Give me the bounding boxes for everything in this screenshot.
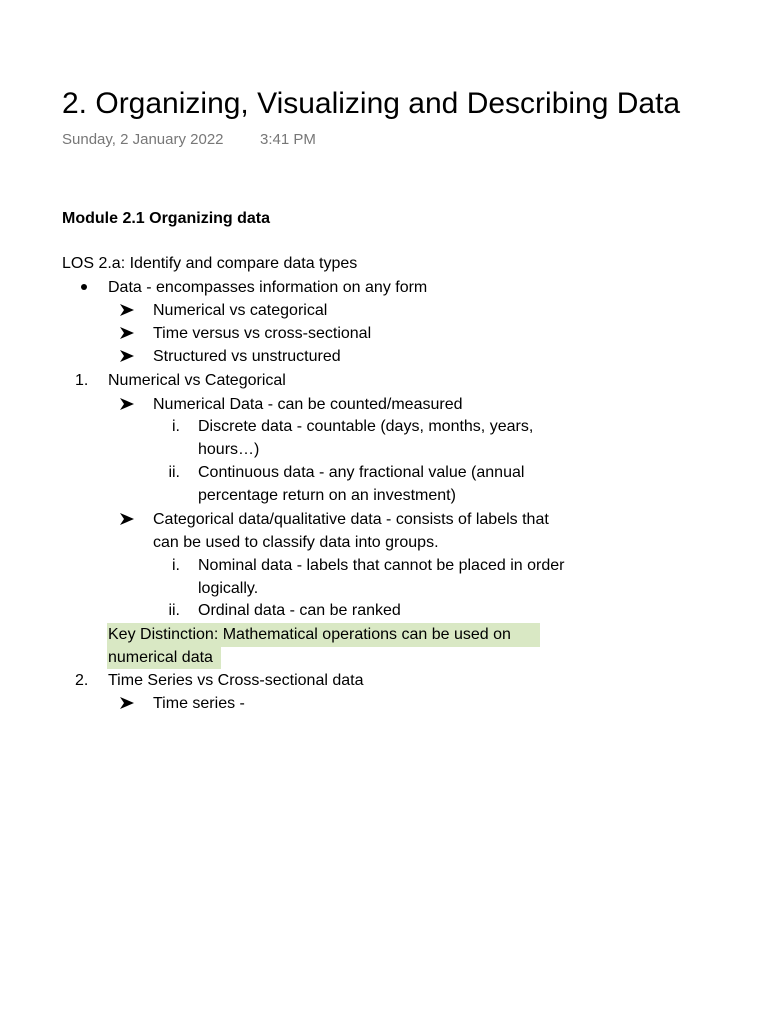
arrow-bullet-icon — [120, 513, 134, 525]
page-time: 3:41 PM — [260, 131, 316, 148]
categorical-data-text[interactable]: Categorical data/qualitative data - consists of labels that — [153, 511, 549, 528]
list-item-continued[interactable]: percentage return on an investment) — [198, 487, 456, 504]
roman-marker: ii. — [168, 464, 180, 481]
arrow-bullet-icon — [120, 327, 134, 339]
list-item[interactable]: Continuous data - any fractional value (annual — [198, 464, 525, 481]
section-1-title[interactable]: Numerical vs Categorical — [108, 372, 286, 389]
list-item[interactable]: Nominal data - labels that cannot be placed in order — [198, 557, 565, 574]
arrow-bullet-icon — [120, 697, 134, 709]
arrow-bullet-icon — [120, 398, 134, 410]
section-2-number: 2. — [75, 672, 89, 689]
list-item-continued[interactable]: hours…) — [198, 441, 260, 458]
numerical-data-text[interactable]: Numerical Data - can be counted/measured — [153, 396, 463, 413]
list-item[interactable]: Time versus vs cross-sectional — [153, 325, 372, 342]
list-item[interactable]: Ordinal data - can be ranked — [198, 602, 401, 619]
time-series-text[interactable]: Time series - — [153, 695, 245, 712]
arrow-bullet-icon — [120, 350, 134, 362]
los-heading[interactable]: LOS 2.a: Identify and compare data types — [62, 255, 358, 272]
list-item[interactable]: Structured vs unstructured — [153, 348, 341, 365]
bullet-dot-icon — [81, 284, 87, 290]
key-distinction-text[interactable]: Key Distinction: Mathematical operations can be used on — [108, 626, 511, 643]
roman-marker: ii. — [168, 602, 180, 619]
section-1-number: 1. — [75, 372, 89, 389]
roman-marker: i. — [172, 557, 180, 574]
module-heading[interactable]: Module 2.1 Organizing data — [62, 210, 271, 227]
arrow-bullet-icon — [120, 304, 134, 316]
list-item[interactable]: Discrete data - countable (days, months, years, — [198, 418, 534, 435]
key-distinction-text-continued[interactable]: numerical data — [108, 649, 213, 666]
bullet-data-text[interactable]: Data - encompasses information on any form — [108, 279, 428, 296]
page-title[interactable]: 2. Organizing, Visualizing and Describing Data — [62, 87, 681, 120]
categorical-data-text-continued[interactable]: can be used to classify data into groups. — [153, 534, 439, 551]
section-2-title[interactable]: Time Series vs Cross-sectional data — [108, 672, 364, 689]
page-date: Sunday, 2 January 2022 — [62, 131, 224, 148]
list-item[interactable]: Numerical vs categorical — [153, 302, 328, 319]
roman-marker: i. — [172, 418, 180, 435]
page-meta — [62, 130, 316, 150]
list-item-continued[interactable]: logically. — [198, 580, 259, 597]
